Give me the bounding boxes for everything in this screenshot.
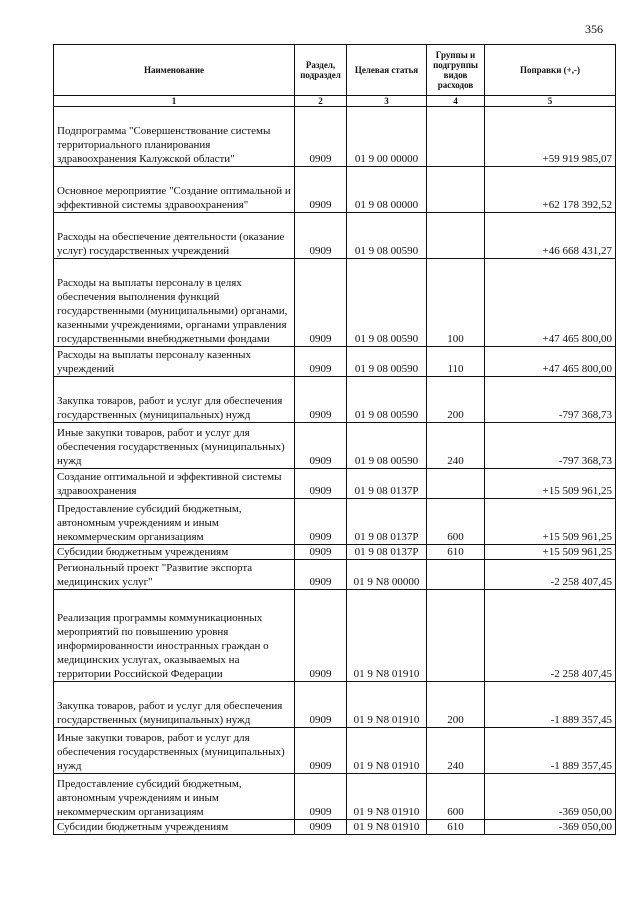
row-group-cell: 200	[427, 682, 485, 728]
row-target-cell: 01 9 08 00590	[347, 377, 427, 423]
row-group-cell	[427, 213, 485, 259]
row-name-cell: Расходы на обеспечение деятельности (оказание услуг) государственных учреждений	[54, 213, 295, 259]
column-number: 2	[295, 96, 347, 107]
row-target-cell: 01 9 N8 00000	[347, 560, 427, 590]
row-amount-cell: -369 050,00	[485, 774, 616, 820]
row-section-cell: 0909	[295, 499, 347, 545]
row-name-cell: Создание оптимальной и эффективной системы здравоохранения	[54, 469, 295, 499]
table-body	[54, 107, 616, 835]
table-row	[54, 347, 616, 377]
row-section-cell: 0909	[295, 545, 347, 560]
row-amount-cell: -2 258 407,45	[485, 590, 616, 682]
row-amount-cell: +47 465 800,00	[485, 259, 616, 347]
column-number: 4	[427, 96, 485, 107]
row-group-cell: 240	[427, 423, 485, 469]
row-target-cell: 01 9 08 00000	[347, 167, 427, 213]
header-amendment: Поправки (+,-)	[485, 45, 616, 96]
row-target-cell: 01 9 08 00590	[347, 213, 427, 259]
row-amount-cell: -797 368,73	[485, 423, 616, 469]
row-target-cell: 01 9 08 0137P	[347, 469, 427, 499]
table-row	[54, 545, 616, 560]
table-row	[54, 423, 616, 469]
row-target-cell: 01 9 N8 01910	[347, 728, 427, 774]
row-target-cell: 01 9 08 00590	[347, 347, 427, 377]
row-amount-cell: +15 509 961,25	[485, 469, 616, 499]
row-name-cell: Реализация программы коммуникационных мероприятий по повышению уровня информированности иностранных граждан о медицинских услугах, оказываемых на территории Российской Федерации	[54, 590, 295, 682]
row-section-cell: 0909	[295, 423, 347, 469]
row-target-cell: 01 9 08 0137P	[347, 545, 427, 560]
column-numbers-row	[54, 96, 616, 107]
table-row	[54, 820, 616, 835]
column-number: 3	[347, 96, 427, 107]
table-header-row	[54, 45, 616, 96]
table-row	[54, 499, 616, 545]
table-row	[54, 774, 616, 820]
row-name-cell: Региональный проект "Развитие экспорта медицинских услуг"	[54, 560, 295, 590]
row-name-cell: Расходы на выплаты персоналу казенных учреждений	[54, 347, 295, 377]
header-target-article: Целевая статья	[347, 45, 427, 96]
row-group-cell: 610	[427, 820, 485, 835]
row-amount-cell: -797 368,73	[485, 377, 616, 423]
row-group-cell	[427, 590, 485, 682]
table-row	[54, 107, 616, 167]
row-name-cell: Предоставление субсидий бюджетным, автономным учреждениям и иным некоммерческим организациям	[54, 499, 295, 545]
row-amount-cell: +59 919 985,07	[485, 107, 616, 167]
row-section-cell: 0909	[295, 682, 347, 728]
table-row	[54, 259, 616, 347]
row-amount-cell: +15 509 961,25	[485, 499, 616, 545]
row-section-cell: 0909	[295, 820, 347, 835]
row-amount-cell: -1 889 357,45	[485, 682, 616, 728]
row-group-cell	[427, 560, 485, 590]
row-amount-cell: +15 509 961,25	[485, 545, 616, 560]
row-group-cell	[427, 167, 485, 213]
row-amount-cell: -369 050,00	[485, 820, 616, 835]
row-section-cell: 0909	[295, 167, 347, 213]
row-section-cell: 0909	[295, 728, 347, 774]
row-group-cell: 600	[427, 774, 485, 820]
row-target-cell: 01 9 00 00000	[347, 107, 427, 167]
row-group-cell: 110	[427, 347, 485, 377]
table-row	[54, 728, 616, 774]
row-section-cell: 0909	[295, 590, 347, 682]
page-number: 356	[585, 22, 603, 36]
row-group-cell: 610	[427, 545, 485, 560]
row-name-cell: Закупка товаров, работ и услуг для обеспечения государственных (муниципальных) нужд	[54, 377, 295, 423]
row-name-cell: Расходы на выплаты персоналу в целях обеспечения выполнения функций государственными (муниципальными) органами, казенными учреждениями, органами управления государственными внебюджетными фондами	[54, 259, 295, 347]
row-section-cell: 0909	[295, 469, 347, 499]
table-row	[54, 469, 616, 499]
row-section-cell: 0909	[295, 107, 347, 167]
row-amount-cell: +46 668 431,27	[485, 213, 616, 259]
row-group-cell: 200	[427, 377, 485, 423]
table-row	[54, 682, 616, 728]
row-name-cell: Подпрограмма "Совершенствование системы территориального планирования здравоохранения Калужской области"	[54, 107, 295, 167]
table-row	[54, 213, 616, 259]
row-target-cell: 01 9 N8 01910	[347, 682, 427, 728]
row-section-cell: 0909	[295, 377, 347, 423]
header-section: Раздел, подраздел	[295, 45, 347, 96]
row-amount-cell: +62 178 392,52	[485, 167, 616, 213]
row-target-cell: 01 9 08 00590	[347, 259, 427, 347]
header-expense-group: Группы и подгруппы видов расходов	[427, 45, 485, 96]
row-target-cell: 01 9 08 0137P	[347, 499, 427, 545]
row-name-cell: Предоставление субсидий бюджетным, автономным учреждениям и иным некоммерческим организациям	[54, 774, 295, 820]
header-name: Наименование	[54, 45, 295, 96]
table-row	[54, 167, 616, 213]
row-target-cell: 01 9 N8 01910	[347, 774, 427, 820]
row-group-cell: 240	[427, 728, 485, 774]
budget-amendments-table	[53, 44, 616, 835]
row-section-cell: 0909	[295, 347, 347, 377]
row-name-cell: Субсидии бюджетным учреждениям	[54, 545, 295, 560]
row-group-cell	[427, 469, 485, 499]
row-name-cell: Основное мероприятие "Создание оптимальной и эффективной системы здравоохранения"	[54, 167, 295, 213]
row-section-cell: 0909	[295, 259, 347, 347]
row-section-cell: 0909	[295, 560, 347, 590]
row-group-cell	[427, 107, 485, 167]
row-name-cell: Иные закупки товаров, работ и услуг для обеспечения государственных (муниципальных) нужд	[54, 423, 295, 469]
row-target-cell: 01 9 N8 01910	[347, 590, 427, 682]
table-row	[54, 560, 616, 590]
table-row	[54, 590, 616, 682]
column-number: 1	[54, 96, 295, 107]
row-amount-cell: +47 465 800,00	[485, 347, 616, 377]
row-section-cell: 0909	[295, 774, 347, 820]
table-row	[54, 377, 616, 423]
row-group-cell: 100	[427, 259, 485, 347]
row-group-cell: 600	[427, 499, 485, 545]
row-target-cell: 01 9 N8 01910	[347, 820, 427, 835]
row-section-cell: 0909	[295, 213, 347, 259]
row-name-cell: Субсидии бюджетным учреждениям	[54, 820, 295, 835]
row-amount-cell: -1 889 357,45	[485, 728, 616, 774]
row-name-cell: Иные закупки товаров, работ и услуг для обеспечения государственных (муниципальных) нужд	[54, 728, 295, 774]
row-amount-cell: -2 258 407,45	[485, 560, 616, 590]
column-number: 5	[485, 96, 616, 107]
row-target-cell: 01 9 08 00590	[347, 423, 427, 469]
row-name-cell: Закупка товаров, работ и услуг для обеспечения государственных (муниципальных) нужд	[54, 682, 295, 728]
